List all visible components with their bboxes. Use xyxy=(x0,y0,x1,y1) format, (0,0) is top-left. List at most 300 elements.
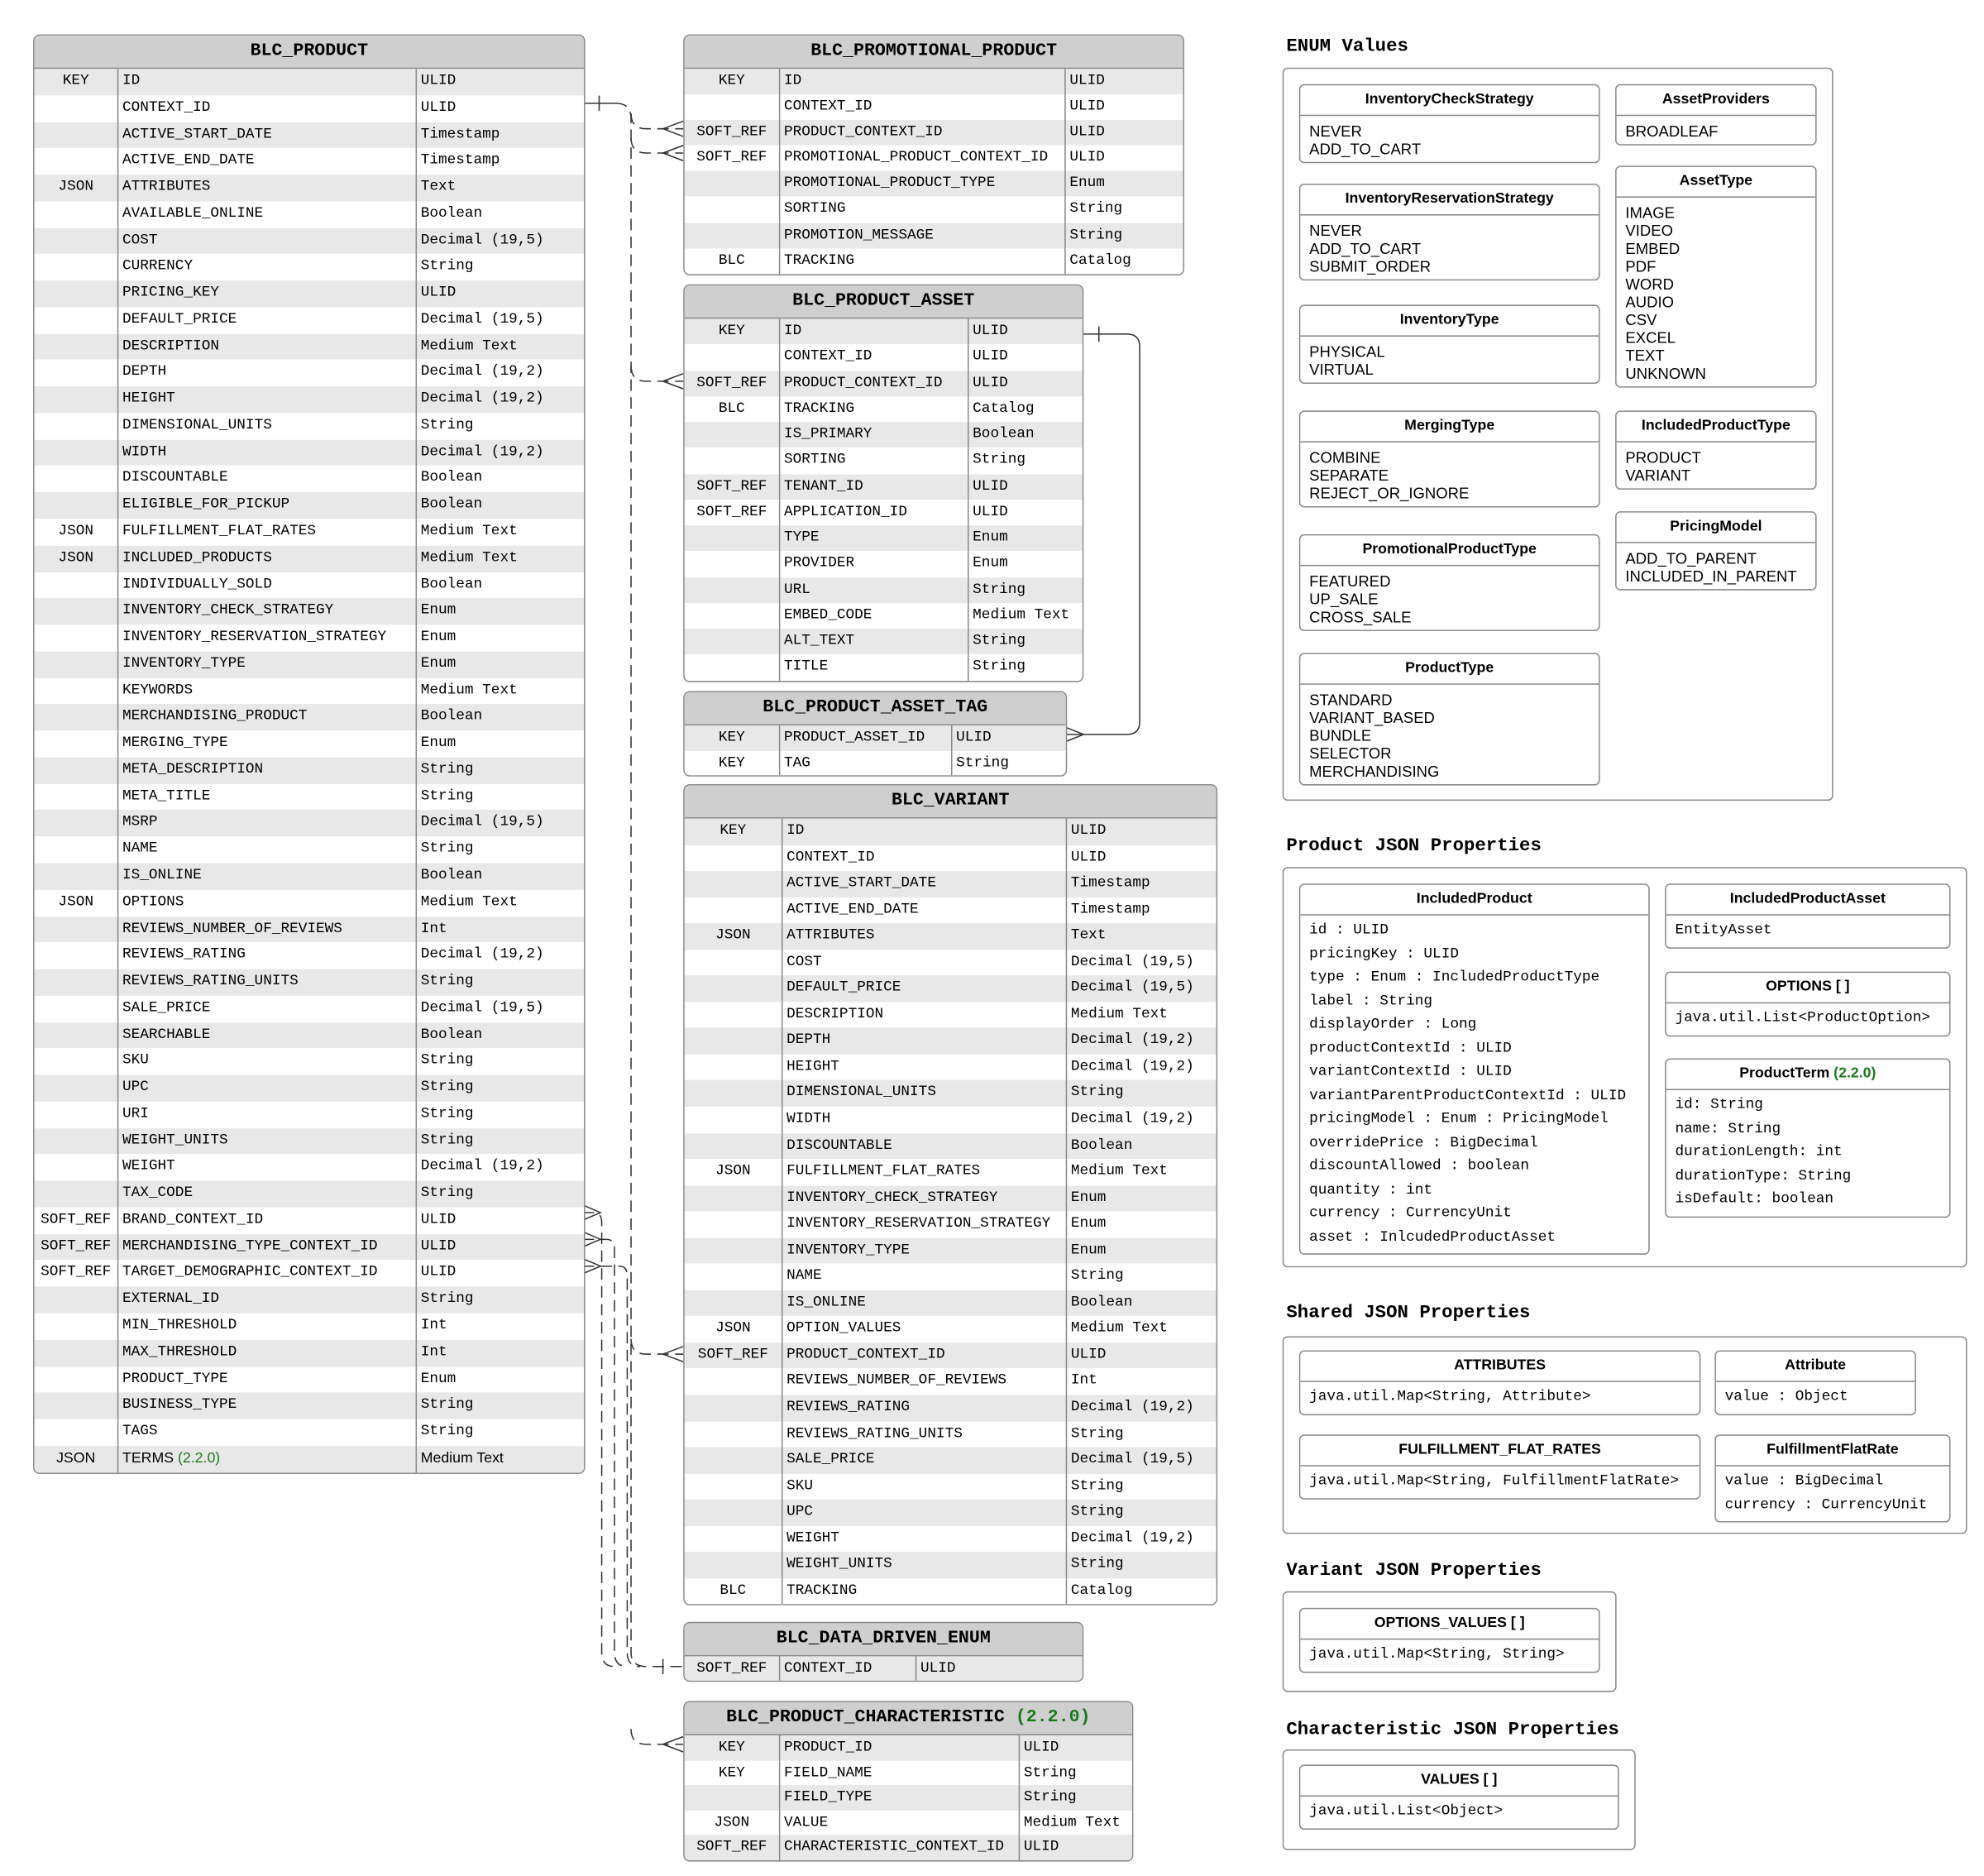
table-row xyxy=(35,916,584,943)
column-name: PROVIDER xyxy=(780,551,968,577)
column-type: String xyxy=(973,658,1026,675)
box-body xyxy=(1666,1090,1949,1216)
row-marker: SOFT_REF xyxy=(35,1234,119,1261)
enum-value: MERCHANDISING xyxy=(1309,762,1440,781)
column-name: EXTERNAL_ID xyxy=(118,1287,417,1314)
row-marker xyxy=(35,1181,119,1208)
column-name: TRACKING xyxy=(782,1578,1067,1605)
relationship-branch xyxy=(631,1339,683,1354)
table-title: BLC_VARIANT xyxy=(685,786,1217,819)
table-row xyxy=(685,1421,1217,1448)
column-type: Int xyxy=(420,1317,447,1334)
property-line: type : Enum : IncludedProductType xyxy=(1309,969,1600,986)
table-row xyxy=(685,1473,1217,1500)
table-row xyxy=(685,1448,1217,1474)
enum-value: EMBED xyxy=(1625,239,1680,258)
table-row xyxy=(685,923,1217,950)
box-title-text: FULFILLMENT_FLAT_RATES xyxy=(1398,1442,1601,1457)
enum-inventory-type xyxy=(1299,304,1600,384)
row-marker xyxy=(685,871,783,897)
enum-value: REJECT_OR_IGNORE xyxy=(1309,484,1470,503)
json-attributes xyxy=(1299,1350,1701,1414)
row-marker: KEY xyxy=(685,69,781,94)
json-attribute xyxy=(1714,1350,1916,1414)
column-type: Decimal (19,2) xyxy=(420,1158,544,1175)
column-type: String xyxy=(420,787,474,805)
row-marker: SOFT_REF xyxy=(685,1656,781,1680)
enum-value: CROSS_SALE xyxy=(1309,608,1412,626)
enum-value: ADD_TO_CART xyxy=(1309,239,1422,258)
column-type: Boolean xyxy=(420,576,483,593)
column-type: Medium Text xyxy=(1070,1320,1168,1338)
row-marker xyxy=(35,413,119,439)
json-fulfillment-flat-rate xyxy=(1714,1434,1950,1522)
row-marker xyxy=(685,654,781,680)
row-marker xyxy=(35,1314,119,1340)
row-marker: KEY xyxy=(685,1760,781,1785)
row-marker xyxy=(35,758,119,784)
row-marker xyxy=(685,1264,783,1290)
row-marker xyxy=(35,1128,119,1155)
row-marker xyxy=(685,171,781,197)
row-marker: KEY xyxy=(685,819,783,845)
table-row xyxy=(35,1075,584,1102)
row-marker: KEY xyxy=(685,318,781,344)
row-marker: JSON xyxy=(35,545,119,572)
column-name: ALT_TEXT xyxy=(780,629,968,654)
column-name: CONTEXT_ID xyxy=(780,1656,916,1680)
box-title xyxy=(1666,885,1949,916)
column-type: String xyxy=(1070,1503,1124,1520)
column-name: AVAILABLE_ONLINE xyxy=(118,201,417,227)
column-type: Medium Text xyxy=(420,337,518,355)
row-marker xyxy=(35,651,119,677)
table-title: BLC_PRODUCT_ASSET_TAG xyxy=(685,692,1066,725)
column-type: Boolean xyxy=(1070,1137,1133,1154)
column-name-text: TERMS xyxy=(122,1450,174,1467)
column-type: Enum xyxy=(1069,175,1105,192)
row-marker xyxy=(685,1055,783,1081)
column-type: Boolean xyxy=(973,425,1035,443)
table-row xyxy=(685,1028,1217,1055)
column-name: PRODUCT_CONTEXT_ID xyxy=(780,120,1065,146)
column-type: Catalog xyxy=(1069,251,1131,269)
column-type: Boolean xyxy=(420,1026,483,1043)
table-title: BLC_DATA_DRIVEN_ENUM xyxy=(685,1623,1083,1656)
column-type: String xyxy=(420,257,474,275)
row-marker xyxy=(685,1185,783,1212)
table-row xyxy=(35,837,584,864)
property-line: java.util.Map<String, Attribute> xyxy=(1309,1388,1591,1405)
enum-inventory-check-strategy xyxy=(1299,84,1600,164)
column-name: SORTING xyxy=(780,447,968,473)
row-marker xyxy=(685,1785,781,1810)
enum-value: PRODUCT xyxy=(1625,448,1701,467)
row-marker xyxy=(35,864,119,890)
column-name: DESCRIPTION xyxy=(118,333,417,360)
property-line: productContextId : ULID xyxy=(1309,1040,1512,1057)
row-marker xyxy=(35,360,119,386)
row-marker: KEY xyxy=(35,69,119,95)
table-blc-data-driven-enum xyxy=(683,1622,1083,1682)
property-line: label : String xyxy=(1309,993,1433,1010)
row-marker xyxy=(685,1552,783,1578)
column-name: URI xyxy=(118,1102,417,1128)
column-type: String xyxy=(1069,200,1123,218)
box-title xyxy=(1300,535,1599,566)
enum-value: WORD xyxy=(1625,275,1674,294)
column-type: ULID xyxy=(920,1660,956,1677)
enum-value: SUBMIT_ORDER xyxy=(1309,257,1432,275)
table-row xyxy=(35,758,584,784)
table-row xyxy=(35,1314,584,1340)
column-type: Medium Text xyxy=(420,549,518,567)
table-row xyxy=(35,1181,584,1208)
box-title-text: OPTIONS_VALUES [ ] xyxy=(1374,1615,1525,1631)
column-name: NAME xyxy=(118,837,417,864)
table-row xyxy=(685,725,1066,750)
relationship-branch xyxy=(631,1729,683,1744)
column-name: INVENTORY_TYPE xyxy=(782,1237,1067,1264)
property-line: name: String xyxy=(1675,1120,1781,1137)
enum-merging-type xyxy=(1299,410,1600,507)
column-name: SALE_PRICE xyxy=(118,996,417,1022)
section-title-variant-json: Variant JSON Properties xyxy=(1286,1560,1542,1582)
column-name: TRACKING xyxy=(780,396,968,422)
column-type: ULID xyxy=(1069,72,1105,89)
box-body xyxy=(1300,916,1648,1253)
box-body xyxy=(1617,198,1815,386)
row-marker xyxy=(35,201,119,227)
column-name: COST xyxy=(782,950,1067,976)
relationship-trunk xyxy=(616,103,684,1667)
column-type: Medium Text xyxy=(1070,1163,1168,1180)
column-name: MIN_THRESHOLD xyxy=(118,1314,417,1340)
enum-value: COMBINE xyxy=(1309,448,1381,467)
box-title xyxy=(1716,1436,1949,1467)
table-row xyxy=(35,943,584,969)
column-name: CONTEXT_ID xyxy=(780,345,968,371)
column-type: ULID xyxy=(420,284,457,301)
row-marker xyxy=(35,1340,119,1366)
row-marker xyxy=(685,1395,783,1421)
row-marker xyxy=(685,1448,783,1474)
property-line: java.util.Map<String, String> xyxy=(1309,1646,1565,1663)
box-title xyxy=(1300,306,1599,337)
column-name: PROMOTION_MESSAGE xyxy=(780,223,1065,248)
row-marker xyxy=(685,422,781,447)
column-type: Timestamp xyxy=(1070,901,1150,918)
table-row xyxy=(35,545,584,572)
column-type: Decimal (19,2) xyxy=(1070,1529,1194,1547)
column-name: TAX_CODE xyxy=(118,1181,417,1208)
row-marker xyxy=(35,1155,119,1181)
row-marker xyxy=(35,1393,119,1419)
property-line: pricingModel : Enum : PricingModel xyxy=(1309,1110,1609,1127)
relationship-soft-ref xyxy=(582,1213,614,1667)
column-type: Boolean xyxy=(420,708,483,725)
json-option-values xyxy=(1299,1608,1600,1673)
column-name: INCLUDED_PRODUCTS xyxy=(118,545,417,572)
table-row xyxy=(685,1369,1217,1395)
row-marker xyxy=(35,439,119,466)
row-marker xyxy=(35,1022,119,1049)
table-row xyxy=(685,318,1083,344)
box-title-text: AssetType xyxy=(1679,173,1753,189)
table-title xyxy=(685,1702,1132,1735)
column-type: Medium Text xyxy=(1070,1005,1168,1023)
column-name: ATTRIBUTES xyxy=(782,923,1067,950)
table-row xyxy=(35,1022,584,1049)
box-body xyxy=(1300,337,1599,382)
column-type: Decimal (19,2) xyxy=(420,946,544,964)
box-body xyxy=(1300,1797,1618,1828)
row-marker xyxy=(685,845,783,871)
table-row xyxy=(685,871,1217,897)
row-marker xyxy=(35,943,119,969)
column-name: BUSINESS_TYPE xyxy=(118,1393,417,1419)
column-type: Timestamp xyxy=(420,151,500,169)
column-type: Decimal (19,5) xyxy=(1070,953,1194,970)
column-name: TRACKING xyxy=(780,248,1065,274)
column-type: Enum xyxy=(973,554,1008,572)
column-type: String xyxy=(420,761,474,778)
table-row xyxy=(35,1287,584,1314)
box-title-text: InventoryReservationStrategy xyxy=(1345,191,1554,207)
enum-promotional-product-type xyxy=(1299,534,1600,631)
json-options xyxy=(1665,972,1950,1036)
row-marker xyxy=(35,704,119,730)
box-title xyxy=(1300,185,1599,216)
table-row xyxy=(685,551,1083,577)
row-marker xyxy=(685,1080,783,1107)
table-row xyxy=(35,704,584,730)
table-row xyxy=(35,1102,584,1128)
enum-value: VIRTUAL xyxy=(1309,361,1374,379)
table-row xyxy=(685,69,1183,94)
row-marker xyxy=(35,492,119,519)
column-type: ULID xyxy=(1023,1739,1059,1756)
table-row xyxy=(685,750,1066,775)
table-row xyxy=(685,1835,1132,1860)
table-title: BLC_PROMOTIONAL_PRODUCT xyxy=(685,36,1183,69)
column-name: DISCOUNTABLE xyxy=(118,466,417,492)
table-row xyxy=(685,819,1217,845)
column-type: String xyxy=(1070,1267,1124,1285)
column-name: DIMENSIONAL_UNITS xyxy=(782,1080,1067,1107)
column-type: String xyxy=(420,1423,474,1440)
box-title-text: FulfillmentFlatRate xyxy=(1766,1442,1899,1457)
row-marker xyxy=(685,1237,783,1264)
column-name: CONTEXT_ID xyxy=(118,95,417,122)
box-title-text: IncludedProductType xyxy=(1641,418,1790,434)
row-marker: SOFT_REF xyxy=(685,371,781,396)
column-name: REVIEWS_RATING xyxy=(118,943,417,969)
enum-value: NEVER xyxy=(1309,122,1362,141)
column-name: WEIGHT xyxy=(782,1526,1067,1553)
box-body xyxy=(1666,916,1949,947)
section-title-enum: ENUM Values xyxy=(1286,36,1408,58)
column-type: Timestamp xyxy=(1070,874,1150,892)
row-marker xyxy=(35,1049,119,1075)
column-type: Int xyxy=(420,1343,447,1361)
box-body xyxy=(1666,1003,1949,1035)
column-name: FIELD_NAME xyxy=(780,1760,1020,1785)
property-line: java.util.List<ProductOption> xyxy=(1675,1009,1931,1027)
column-name: CONTEXT_ID xyxy=(782,845,1067,871)
property-line: durationType: String xyxy=(1675,1167,1852,1184)
property-line: value : BigDecimal xyxy=(1724,1472,1884,1490)
column-name: UPC xyxy=(118,1075,417,1102)
property-line: currency : CurrencyUnit xyxy=(1309,1204,1512,1222)
column-name: OPTIONS xyxy=(118,890,417,916)
column-name: REVIEWS_RATING xyxy=(782,1395,1067,1421)
table-row xyxy=(685,1316,1217,1342)
table-row xyxy=(35,175,584,201)
row-marker xyxy=(35,1287,119,1314)
row-marker xyxy=(35,572,119,598)
column-type: String xyxy=(420,840,474,858)
table-row xyxy=(685,1107,1217,1133)
box-title xyxy=(1617,85,1815,116)
row-marker xyxy=(35,333,119,360)
enum-value: CSV xyxy=(1625,311,1657,329)
column-name: OPTION_VALUES xyxy=(782,1316,1067,1342)
column-type: String xyxy=(1070,1084,1124,1102)
column-name: META_TITLE xyxy=(118,784,417,811)
box-title xyxy=(1617,513,1815,543)
box-title-text: InventoryCheckStrategy xyxy=(1365,91,1534,108)
column-type: Decimal (19,5) xyxy=(420,999,544,1017)
property-line: id: String xyxy=(1675,1096,1763,1113)
table-row xyxy=(35,1128,584,1155)
row-marker xyxy=(35,730,119,757)
box-title xyxy=(1666,973,1949,1003)
row-marker xyxy=(35,148,119,175)
row-marker xyxy=(35,1102,119,1128)
table-row xyxy=(35,386,584,413)
row-marker xyxy=(685,551,781,577)
row-marker xyxy=(685,1526,783,1553)
table-row xyxy=(35,996,584,1022)
property-line: EntityAsset xyxy=(1675,921,1772,939)
table-row xyxy=(685,1159,1217,1185)
column-type: Enum xyxy=(1070,1189,1107,1206)
column-name: PRODUCT_ASSET_ID xyxy=(780,725,952,750)
row-marker xyxy=(35,466,119,492)
row-marker xyxy=(35,254,119,280)
column-type: Decimal (19,5) xyxy=(420,310,544,328)
table-row xyxy=(685,1133,1217,1160)
enum-value: UP_SALE xyxy=(1309,590,1379,609)
row-marker xyxy=(35,598,119,625)
box-title xyxy=(1617,167,1815,198)
column-type: String xyxy=(420,1184,474,1202)
row-marker: JSON xyxy=(685,1811,781,1835)
column-type: Medium Text xyxy=(420,893,518,911)
property-line: java.util.Map<String, FulfillmentFlatRate> xyxy=(1309,1472,1679,1490)
column-type: ULID xyxy=(956,729,992,746)
box-title xyxy=(1300,885,1648,916)
box-body xyxy=(1300,1467,1699,1498)
column-type: Int xyxy=(1070,1372,1097,1390)
box-title-text: MergingType xyxy=(1404,418,1495,434)
column-name: INVENTORY_CHECK_STRATEGY xyxy=(782,1185,1067,1212)
column-name: MAX_THRESHOLD xyxy=(118,1340,417,1366)
enum-value: TEXT xyxy=(1625,347,1665,365)
row-marker xyxy=(685,94,781,120)
enum-value: VARIANT xyxy=(1625,467,1691,485)
box-body xyxy=(1617,116,1815,144)
row-marker xyxy=(685,447,781,473)
column-name: MERGING_TYPE xyxy=(118,730,417,757)
box-title xyxy=(1300,1766,1618,1797)
table-blc-product xyxy=(33,35,585,1474)
row-marker: BLC xyxy=(685,396,781,422)
column-type: String xyxy=(1023,1789,1077,1807)
column-name: CURRENCY xyxy=(118,254,417,280)
enum-value: SEPARATE xyxy=(1309,467,1389,485)
table-rows xyxy=(685,69,1183,274)
row-marker xyxy=(685,897,783,924)
table-blc-product-asset-tag xyxy=(683,691,1067,776)
box-title-text: AssetProviders xyxy=(1661,91,1770,108)
row-marker xyxy=(685,976,783,1003)
json-fulfillment-flat-rates xyxy=(1299,1434,1701,1499)
table-row xyxy=(685,525,1083,551)
table-row xyxy=(35,333,584,360)
box-title xyxy=(1716,1352,1915,1382)
table-row xyxy=(35,890,584,916)
property-line: java.util.List<Object> xyxy=(1309,1802,1504,1820)
column-type: String xyxy=(973,581,1026,598)
box-body xyxy=(1716,1382,1915,1414)
table-row xyxy=(35,360,584,386)
column-type: Enum xyxy=(420,629,457,646)
column-type: Enum xyxy=(420,735,457,752)
table-row xyxy=(35,492,584,519)
column-name: APPLICATION_ID xyxy=(780,500,968,525)
row-marker xyxy=(35,916,119,943)
table-row xyxy=(685,629,1083,654)
column-type: Decimal (19,2) xyxy=(1070,1399,1194,1416)
table-row xyxy=(685,146,1183,171)
column-name: TARGET_DEMOGRAPHIC_CONTEXT_ID xyxy=(118,1261,417,1287)
table-row xyxy=(685,1342,1217,1369)
column-type: Enum xyxy=(1070,1215,1107,1232)
row-marker: SOFT_REF xyxy=(685,1342,783,1369)
column-name: REVIEWS_RATING_UNITS xyxy=(782,1421,1067,1448)
row-marker xyxy=(685,1002,783,1028)
column-name: COST xyxy=(118,227,417,254)
column-type: ULID xyxy=(420,1237,457,1255)
row-marker xyxy=(685,1290,783,1317)
table-row xyxy=(685,976,1217,1003)
column-name: DEFAULT_PRICE xyxy=(782,976,1067,1003)
row-marker: KEY xyxy=(685,750,781,775)
row-marker xyxy=(685,603,781,629)
box-body xyxy=(1617,443,1815,488)
enum-inventory-reservation-strategy xyxy=(1299,184,1600,280)
row-marker: JSON xyxy=(35,175,119,201)
box-title xyxy=(1300,412,1599,443)
row-marker xyxy=(685,1028,783,1055)
column-name: MSRP xyxy=(118,811,417,837)
enum-value: STANDARD xyxy=(1309,691,1393,710)
column-type: Decimal (19,2) xyxy=(1070,1110,1194,1127)
table-row xyxy=(35,413,584,439)
row-marker: JSON xyxy=(35,519,119,545)
